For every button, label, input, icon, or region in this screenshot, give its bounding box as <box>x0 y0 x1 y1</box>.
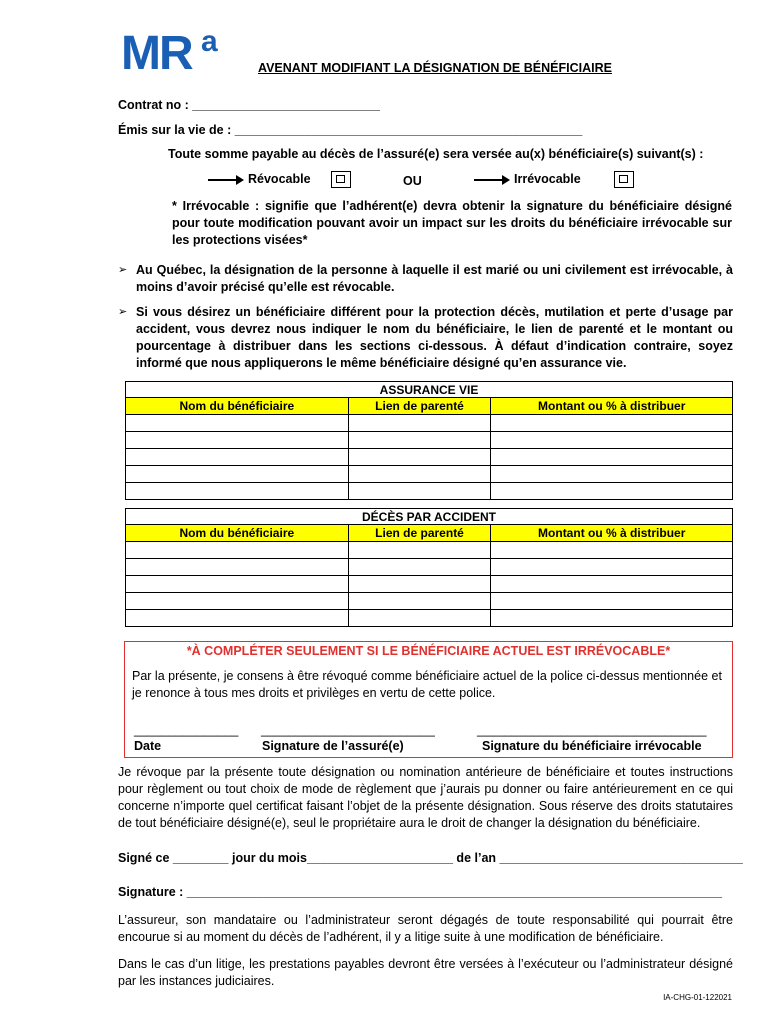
col-name-header: Nom du bénéficiaire <box>126 398 349 415</box>
relation-cell[interactable] <box>348 432 491 449</box>
revocable-option <box>208 172 311 186</box>
name-cell[interactable] <box>126 432 349 449</box>
amount-cell[interactable] <box>491 593 733 610</box>
arrow-right-icon <box>208 179 242 181</box>
table-row <box>126 610 733 627</box>
amount-cell[interactable] <box>491 576 733 593</box>
col-amount-header: Montant ou % à distribuer <box>491 398 733 415</box>
table-row <box>126 542 733 559</box>
revocable-label: Révocable <box>248 172 311 186</box>
accidental-death-table <box>125 508 733 627</box>
insured-signature-label: Signature de l’assuré(e) <box>262 739 404 753</box>
amount-cell[interactable] <box>491 542 733 559</box>
name-cell[interactable] <box>126 449 349 466</box>
amount-cell[interactable] <box>491 610 733 627</box>
bullet-text: Au Québec, la désignation de la personne à laquelle il est marié ou uni civilement est irrévocable, à moins d’avoir précisé qu’elle est révocable. <box>136 263 733 294</box>
revocation-paragraph: Je révoque par la présente toute désignation ou nomination antérieure de bénéficiaire et toutes instructions pour règlement ou tout choix de mode de règlement que j’aurais pu donner ou faire antérieurement en ce qui concerne n’importe quel certificat faisant l’objet de la présente désignation. Sous réserve des droits statutaires de tout bénéficiaire désigné(e), seul le propriétaire aura le droit de changer la désignation du bénéficiaire. <box>118 765 733 830</box>
irrevocable-consent-box <box>124 641 733 758</box>
relation-cell[interactable] <box>348 449 491 466</box>
col-amount-header: Montant ou % à distribuer <box>491 525 733 542</box>
arrow-bullet-icon: ➢ <box>118 306 128 318</box>
bullet-quebec <box>118 262 733 296</box>
name-cell[interactable] <box>126 610 349 627</box>
accident-table-heading: DÉCÈS PAR ACCIDENT <box>126 509 733 525</box>
or-label: OU <box>403 174 422 188</box>
bullet-text: Si vous désirez un bénéficiaire différent pour la protection décès, mutilation et perte d’usage par accident, vous devrez nous indiquer le nom du bénéficiaire, le lien de parenté et le montant ou pourcentage à distribuer dans les sections ci-dessous. À défaut d’indication contraire, soyez informé que nous appliquerons le même bénéficiaire désigné qu’en assurance vie. <box>136 305 733 370</box>
relation-cell[interactable] <box>348 576 491 593</box>
name-cell[interactable] <box>126 542 349 559</box>
table-row <box>126 483 733 500</box>
amount-cell[interactable] <box>491 432 733 449</box>
document-title: AVENANT MODIFIANT LA DÉSIGNATION DE BÉNÉFICIAIRE <box>258 61 612 75</box>
irrevocable-option <box>474 172 581 186</box>
bullet-different-beneficiary <box>118 304 733 372</box>
amount-cell[interactable] <box>491 466 733 483</box>
disclaimer-liability: L’assureur, son mandataire ou l’administrateur seront dégagés de toute responsabilité qui pourrait être encourue si au moment du décès de l’adhérent, il y a litige suite à une modification de bénéficiaire. <box>118 913 733 944</box>
arrow-right-icon <box>474 179 508 181</box>
life-table-heading: ASSURANCE VIE <box>126 382 733 398</box>
amount-cell[interactable] <box>491 483 733 500</box>
name-cell[interactable] <box>126 593 349 610</box>
col-relation-header: Lien de parenté <box>348 525 491 542</box>
mra-logo <box>121 25 226 80</box>
logo-superscript: a <box>201 25 218 58</box>
relation-cell[interactable] <box>348 483 491 500</box>
amount-cell[interactable] <box>491 415 733 432</box>
relation-cell[interactable] <box>348 610 491 627</box>
revocable-checkbox[interactable] <box>331 171 351 188</box>
name-cell[interactable] <box>126 466 349 483</box>
col-relation-header: Lien de parenté <box>348 398 491 415</box>
relation-cell[interactable] <box>348 415 491 432</box>
irrevocable-checkbox[interactable] <box>614 171 634 188</box>
irrevocable-section-title: *À COMPLÉTER SEULEMENT SI LE BÉNÉFICIAIRE ACTUEL EST IRRÉVOCABLE* <box>186 644 671 658</box>
name-cell[interactable] <box>126 483 349 500</box>
name-cell[interactable] <box>126 576 349 593</box>
life-insurance-table <box>125 381 733 500</box>
table-row <box>126 593 733 610</box>
relation-cell[interactable] <box>348 466 491 483</box>
relation-cell[interactable] <box>348 593 491 610</box>
table-row <box>126 466 733 483</box>
arrow-bullet-icon: ➢ <box>118 264 128 276</box>
signature-line[interactable]: Signature : _____________________________________________________________________________ <box>118 885 723 899</box>
date-label: Date <box>134 739 162 753</box>
col-name-header: Nom du bénéficiaire <box>126 525 349 542</box>
table-row <box>126 559 733 576</box>
insured-name-field[interactable]: Émis sur la vie de : __________________________________________________ <box>118 123 583 137</box>
consent-text: Par la présente, je consens à être révoqué comme bénéficiaire actuel de la police ci-dessus mentionnée et je renonce à tous mes droits et privilèges en vertu de cette police. <box>132 669 722 700</box>
beneficiary-signature-label: Signature du bénéficiaire irrévocable <box>482 739 702 753</box>
irrevocable-note: * Irrévocable : signifie que l’adhérent(e) devra obtenir la signature du bénéficiaire désigné pour toute modification pouvant avoir un impact sur les droits du bénéficiaire irrévocable sur les protections visées* <box>172 199 732 247</box>
insured-signature-line[interactable]: _________________________ <box>261 723 435 737</box>
relation-cell[interactable] <box>348 559 491 576</box>
table-row <box>126 576 733 593</box>
logo-text: MR <box>121 27 192 80</box>
intro-text: Toute somme payable au décès de l’assuré(e) sera versée au(x) bénéficiaire(s) suivant(s) : <box>168 147 704 161</box>
amount-cell[interactable] <box>491 559 733 576</box>
contract-number-field[interactable]: Contrat no : ___________________________ <box>118 98 380 112</box>
date-line[interactable]: _______________ <box>134 723 239 737</box>
table-row <box>126 432 733 449</box>
form-code: IA-CHG-01-122021 <box>663 993 732 1002</box>
signed-date-line[interactable]: Signé ce ________ jour du mois_____________________ de l’an ___________________________________ <box>118 851 743 865</box>
beneficiary-signature-line[interactable]: _________________________________ <box>477 723 707 737</box>
amount-cell[interactable] <box>491 449 733 466</box>
name-cell[interactable] <box>126 559 349 576</box>
disclaimer-litigation: Dans le cas d’un litige, les prestations payables devront être versées à l’exécuteur ou l’administrateur désigné par les instances judiciaires. <box>118 957 733 988</box>
table-row <box>126 449 733 466</box>
table-row <box>126 415 733 432</box>
name-cell[interactable] <box>126 415 349 432</box>
irrevocable-label: Irrévocable <box>514 172 581 186</box>
relation-cell[interactable] <box>348 542 491 559</box>
